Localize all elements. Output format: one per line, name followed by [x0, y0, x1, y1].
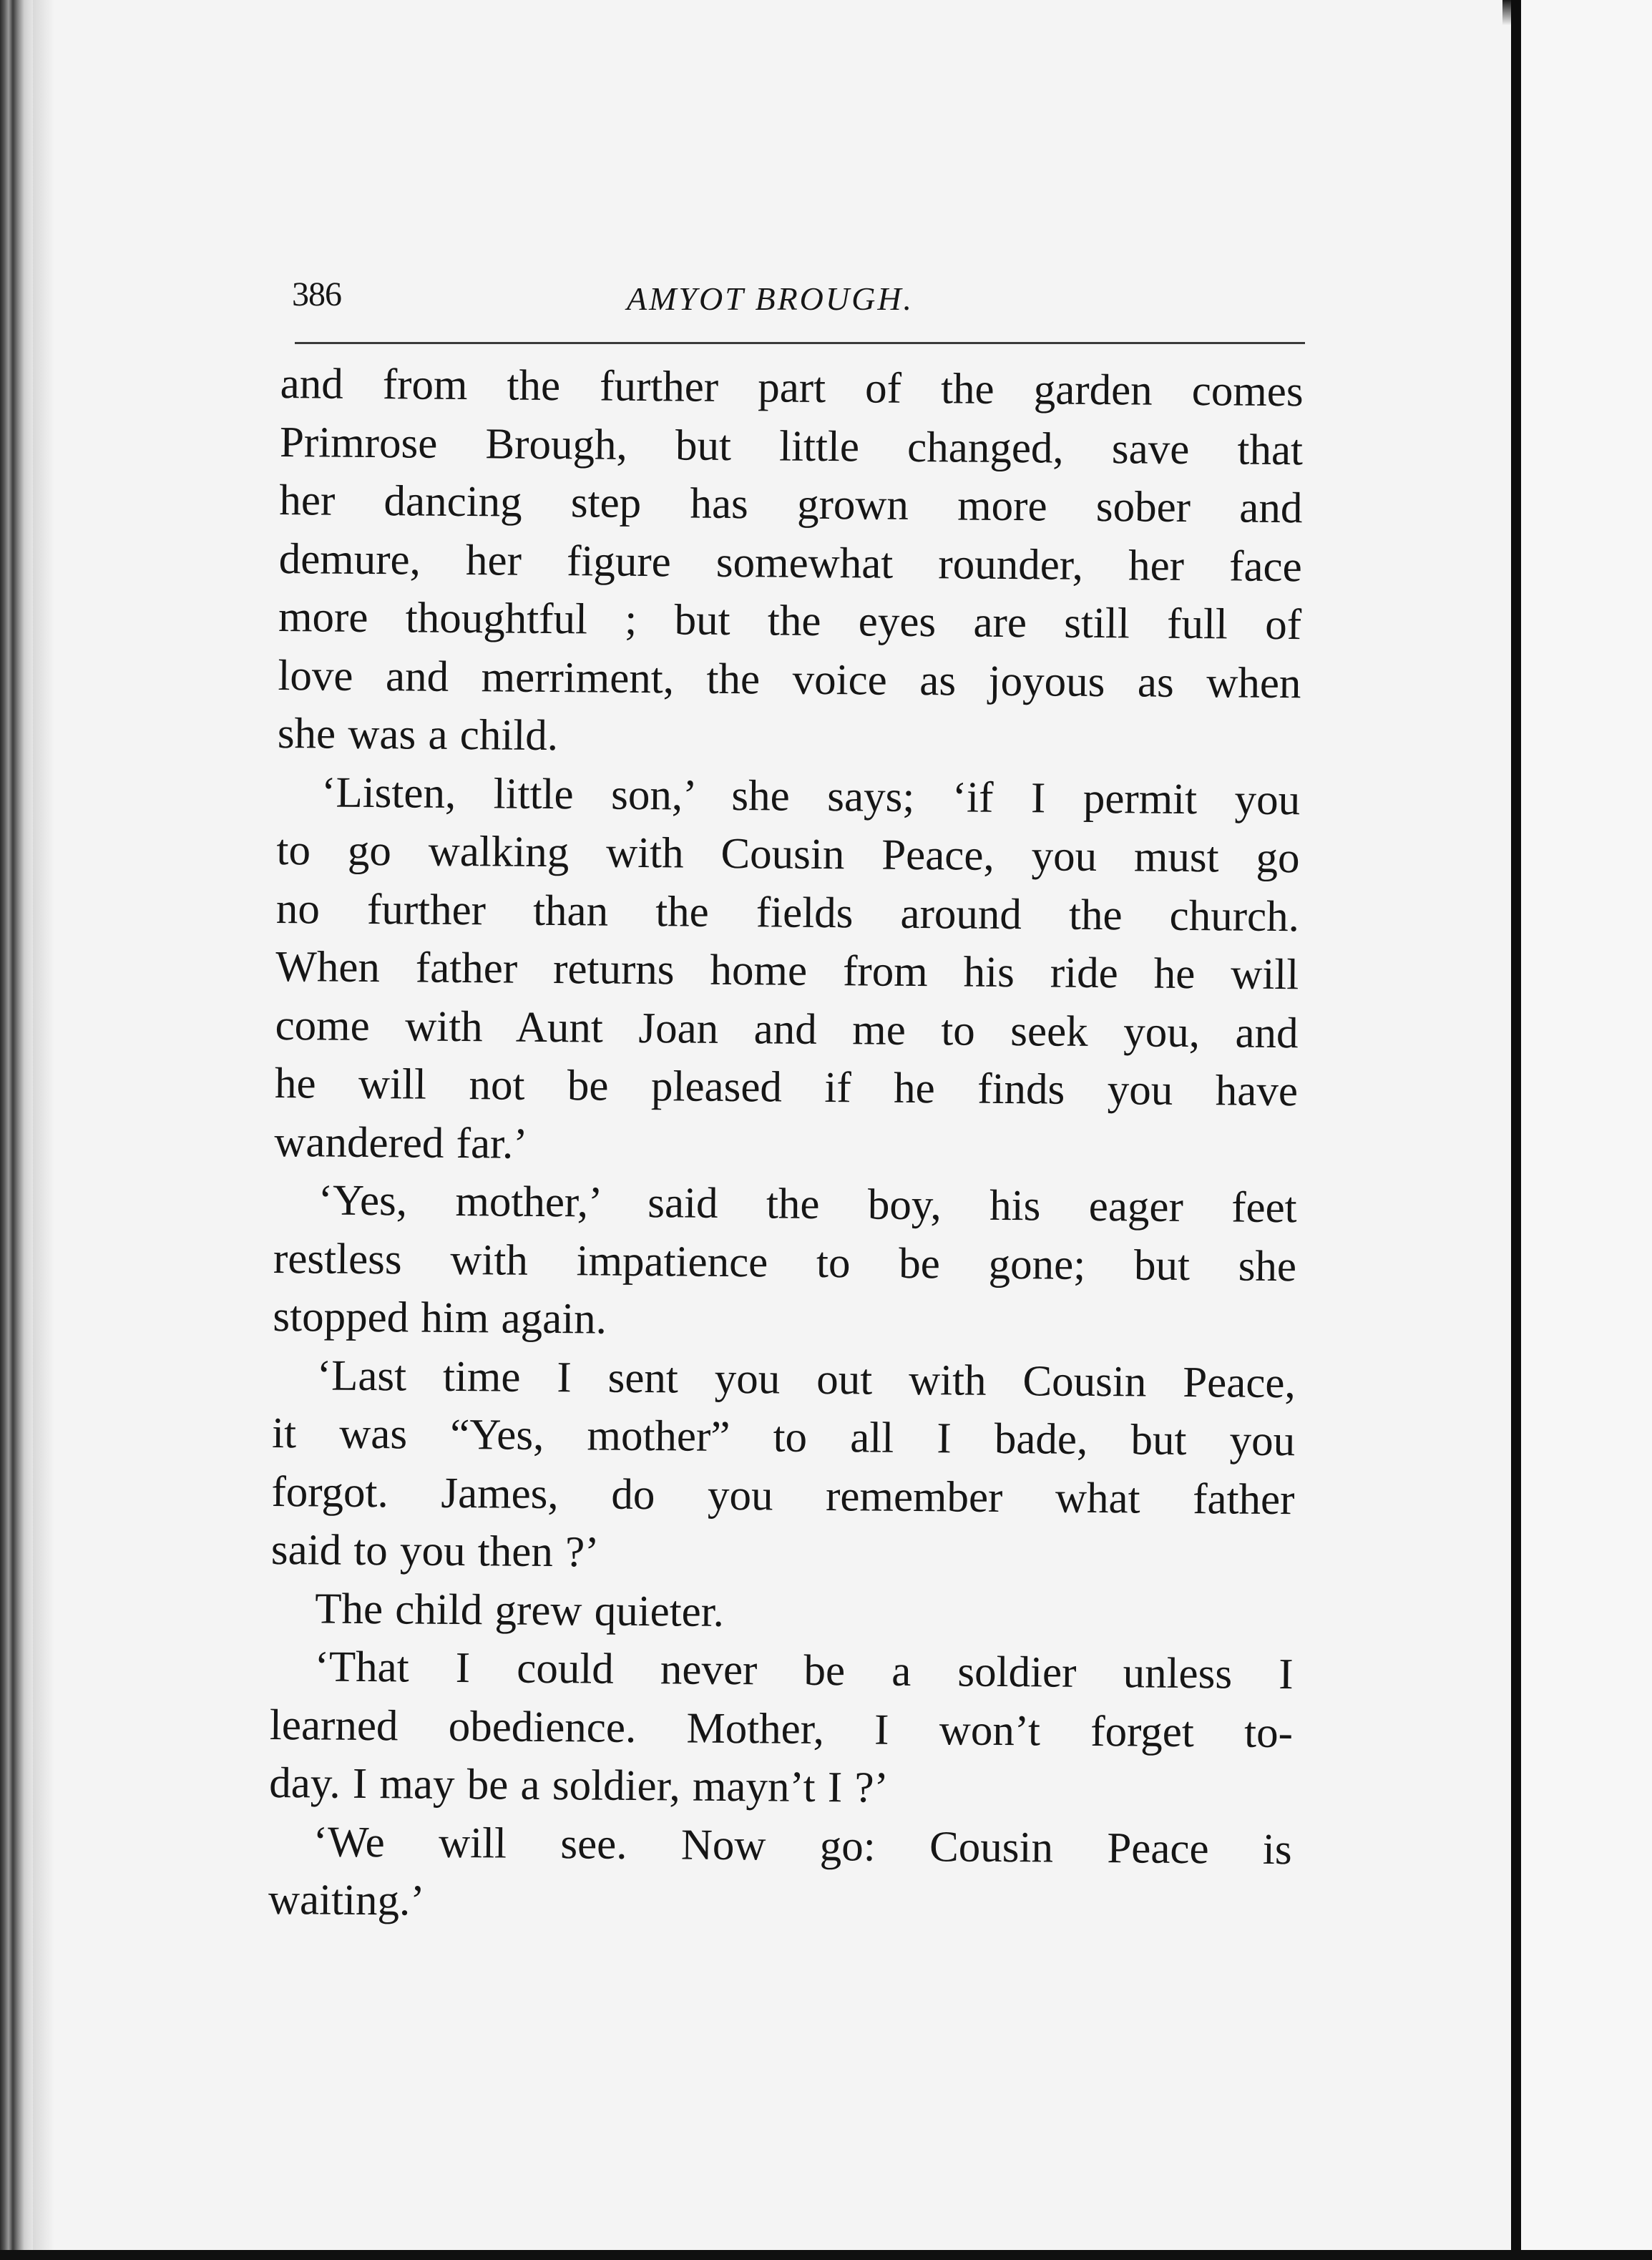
text-line: to go walking with Cousin Peace, you must go: [276, 826, 1300, 883]
text-line: come with Aunt Joan and me to seek you, and: [275, 1001, 1299, 1057]
text-line: more thoughtful ; but the eyes are still full of: [278, 592, 1302, 650]
paragraph: [273, 1171, 1297, 1354]
header-rule: [295, 342, 1305, 344]
text-line: restless with impatience to be gone; but she: [273, 1234, 1297, 1291]
text-line: wandered far.’: [274, 1117, 528, 1168]
text-line: learned obedience. Mother, I won’t forget to-: [269, 1701, 1294, 1757]
binding-shadow: [33, 0, 54, 2260]
paragraph: [278, 355, 1304, 771]
text-line: ‘Listen, little son,’ she says; ‘if I permit you: [321, 768, 1301, 824]
page-edge-right: [1511, 0, 1521, 2260]
text-line: it was “Yes, mother” to all I bade, but you: [271, 1409, 1296, 1466]
text-line: no further than the fields around the church.: [275, 884, 1300, 941]
text-line: Primrose Brough, but little changed, save that: [279, 418, 1304, 474]
text-line: day. I may be a soldier, mayn’t I ?’: [269, 1758, 889, 1812]
text-line: stopped him again.: [273, 1292, 607, 1344]
text-line: When father returns home from his ride he will: [275, 942, 1299, 999]
text-line: ‘We will see. Now go: Cousin Peace is: [313, 1817, 1292, 1874]
text-line: waiting.’: [268, 1875, 425, 1925]
text-line: demure, her figure somewhat rounder, her face: [278, 534, 1302, 591]
running-head: [292, 266, 1308, 323]
book-binding-edge: [0, 0, 33, 2260]
text-line: he will not be pleased if he finds you have: [274, 1059, 1299, 1116]
text-line: forgot. James, do you remember what father: [271, 1467, 1295, 1524]
text-line: said to you then ?’: [270, 1525, 600, 1577]
text-line: The child grew quieter.: [314, 1584, 725, 1636]
text-line: ‘Yes, mother,’ said the boy, his eager feet: [318, 1176, 1297, 1233]
paragraph: [274, 763, 1300, 1179]
text-line: her dancing step has grown more sober and: [279, 476, 1303, 533]
text-line: she was a child.: [277, 709, 559, 760]
text-line: and from the further part of the garden comes: [280, 359, 1304, 416]
next-page-margin: [1521, 0, 1652, 2260]
body-text: [268, 355, 1304, 1937]
page-number: 386: [292, 275, 341, 313]
text-line: ‘That I could never be a soldier unless I: [314, 1643, 1294, 1699]
paragraph: [270, 1579, 1294, 1645]
paragraph: [271, 1346, 1296, 1587]
paragraph: [268, 1812, 1292, 1937]
running-title: AMYOT BROUGH.: [627, 280, 914, 317]
page-edge-bottom: [0, 2250, 1652, 2260]
text-line: ‘Last time I sent you out with Cousin Peace,: [316, 1351, 1296, 1407]
paragraph: [269, 1638, 1294, 1821]
text-line: love and merriment, the voice as joyous as when: [278, 651, 1301, 708]
